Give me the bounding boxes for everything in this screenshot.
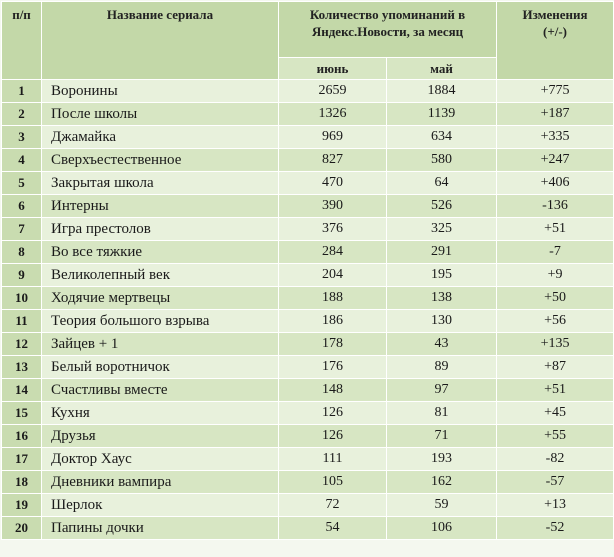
mentions-change: +406 bbox=[497, 172, 614, 195]
mentions-change: +775 bbox=[497, 80, 614, 103]
june-mentions: 827 bbox=[279, 149, 387, 172]
row-number: 12 bbox=[2, 333, 42, 356]
mentions-change: +335 bbox=[497, 126, 614, 149]
june-mentions: 176 bbox=[279, 356, 387, 379]
table-row bbox=[2, 195, 614, 218]
series-name: Воронины bbox=[42, 80, 279, 103]
table-row bbox=[2, 310, 614, 333]
may-mentions: 64 bbox=[387, 172, 497, 195]
series-name: Игра престолов bbox=[42, 218, 279, 241]
june-mentions: 204 bbox=[279, 264, 387, 287]
header-june: июнь bbox=[279, 58, 387, 80]
may-mentions: 89 bbox=[387, 356, 497, 379]
may-mentions: 81 bbox=[387, 402, 497, 425]
table-row bbox=[2, 287, 614, 310]
june-mentions: 284 bbox=[279, 241, 387, 264]
series-name: Теория большого взрыва bbox=[42, 310, 279, 333]
table-row bbox=[2, 149, 614, 172]
row-number: 17 bbox=[2, 448, 42, 471]
may-mentions: 71 bbox=[387, 425, 497, 448]
may-mentions: 1139 bbox=[387, 103, 497, 126]
may-mentions: 43 bbox=[387, 333, 497, 356]
table-row bbox=[2, 172, 614, 195]
series-mentions-table bbox=[1, 1, 614, 540]
table-row bbox=[2, 379, 614, 402]
mentions-change: -52 bbox=[497, 517, 614, 540]
row-number: 20 bbox=[2, 517, 42, 540]
row-number: 4 bbox=[2, 149, 42, 172]
june-mentions: 72 bbox=[279, 494, 387, 517]
series-name: Великолепный век bbox=[42, 264, 279, 287]
series-name: Джамайка bbox=[42, 126, 279, 149]
june-mentions: 188 bbox=[279, 287, 387, 310]
mentions-change: -136 bbox=[497, 195, 614, 218]
mentions-change: +45 bbox=[497, 402, 614, 425]
series-name: Шерлок bbox=[42, 494, 279, 517]
table-row bbox=[2, 356, 614, 379]
series-name: Сверхъестественное bbox=[42, 149, 279, 172]
may-mentions: 580 bbox=[387, 149, 497, 172]
table-row bbox=[2, 80, 614, 103]
row-number: 2 bbox=[2, 103, 42, 126]
row-number: 11 bbox=[2, 310, 42, 333]
table-row bbox=[2, 471, 614, 494]
table-row bbox=[2, 517, 614, 540]
series-name: Папины дочки bbox=[42, 517, 279, 540]
mentions-change: +56 bbox=[497, 310, 614, 333]
header-name: Название сериала bbox=[42, 2, 279, 80]
row-number: 5 bbox=[2, 172, 42, 195]
series-name: Зайцев + 1 bbox=[42, 333, 279, 356]
may-mentions: 325 bbox=[387, 218, 497, 241]
mentions-change: +50 bbox=[497, 287, 614, 310]
table-row bbox=[2, 103, 614, 126]
row-number: 10 bbox=[2, 287, 42, 310]
series-name: Доктор Хаус bbox=[42, 448, 279, 471]
header-change: Изменения (+/-) bbox=[497, 2, 614, 80]
row-number: 16 bbox=[2, 425, 42, 448]
mentions-change: -57 bbox=[497, 471, 614, 494]
series-name: Кухня bbox=[42, 402, 279, 425]
row-number: 13 bbox=[2, 356, 42, 379]
june-mentions: 54 bbox=[279, 517, 387, 540]
row-number: 15 bbox=[2, 402, 42, 425]
row-number: 3 bbox=[2, 126, 42, 149]
row-number: 6 bbox=[2, 195, 42, 218]
june-mentions: 390 bbox=[279, 195, 387, 218]
header-may: май bbox=[387, 58, 497, 80]
series-name: Во все тяжкие bbox=[42, 241, 279, 264]
june-mentions: 148 bbox=[279, 379, 387, 402]
series-name: После школы bbox=[42, 103, 279, 126]
mentions-change: +9 bbox=[497, 264, 614, 287]
series-name: Ходячие мертвецы bbox=[42, 287, 279, 310]
mentions-change: -82 bbox=[497, 448, 614, 471]
mentions-change: +51 bbox=[497, 218, 614, 241]
mentions-change: +55 bbox=[497, 425, 614, 448]
may-mentions: 1884 bbox=[387, 80, 497, 103]
may-mentions: 162 bbox=[387, 471, 497, 494]
june-mentions: 969 bbox=[279, 126, 387, 149]
mentions-change: +247 bbox=[497, 149, 614, 172]
mentions-change: -7 bbox=[497, 241, 614, 264]
june-mentions: 1326 bbox=[279, 103, 387, 126]
may-mentions: 193 bbox=[387, 448, 497, 471]
may-mentions: 195 bbox=[387, 264, 497, 287]
row-number: 8 bbox=[2, 241, 42, 264]
series-name: Интерны bbox=[42, 195, 279, 218]
table-row bbox=[2, 494, 614, 517]
row-number: 1 bbox=[2, 80, 42, 103]
row-number: 7 bbox=[2, 218, 42, 241]
june-mentions: 178 bbox=[279, 333, 387, 356]
row-number: 18 bbox=[2, 471, 42, 494]
series-name: Друзья bbox=[42, 425, 279, 448]
june-mentions: 111 bbox=[279, 448, 387, 471]
table-row bbox=[2, 241, 614, 264]
series-name: Белый воротничок bbox=[42, 356, 279, 379]
mentions-change: +51 bbox=[497, 379, 614, 402]
may-mentions: 291 bbox=[387, 241, 497, 264]
table-row bbox=[2, 333, 614, 356]
june-mentions: 105 bbox=[279, 471, 387, 494]
table-row bbox=[2, 425, 614, 448]
table-row bbox=[2, 448, 614, 471]
row-number: 9 bbox=[2, 264, 42, 287]
table-row bbox=[2, 402, 614, 425]
mentions-change: +87 bbox=[497, 356, 614, 379]
june-mentions: 126 bbox=[279, 402, 387, 425]
may-mentions: 97 bbox=[387, 379, 497, 402]
row-number: 19 bbox=[2, 494, 42, 517]
table-body bbox=[2, 80, 614, 540]
mentions-change: +135 bbox=[497, 333, 614, 356]
series-name: Закрытая школа bbox=[42, 172, 279, 195]
series-name: Счастливы вместе bbox=[42, 379, 279, 402]
header-num: п/п bbox=[2, 2, 42, 80]
june-mentions: 2659 bbox=[279, 80, 387, 103]
table-row bbox=[2, 126, 614, 149]
may-mentions: 59 bbox=[387, 494, 497, 517]
mentions-change: +13 bbox=[497, 494, 614, 517]
series-name: Дневники вампира bbox=[42, 471, 279, 494]
may-mentions: 106 bbox=[387, 517, 497, 540]
table-row bbox=[2, 264, 614, 287]
mentions-change: +187 bbox=[497, 103, 614, 126]
may-mentions: 634 bbox=[387, 126, 497, 149]
table-row bbox=[2, 218, 614, 241]
may-mentions: 138 bbox=[387, 287, 497, 310]
june-mentions: 186 bbox=[279, 310, 387, 333]
may-mentions: 130 bbox=[387, 310, 497, 333]
row-number: 14 bbox=[2, 379, 42, 402]
header-mentions: Количество упоминаний в Яндекс.Новости, за месяц bbox=[279, 2, 497, 58]
june-mentions: 376 bbox=[279, 218, 387, 241]
june-mentions: 126 bbox=[279, 425, 387, 448]
may-mentions: 526 bbox=[387, 195, 497, 218]
june-mentions: 470 bbox=[279, 172, 387, 195]
